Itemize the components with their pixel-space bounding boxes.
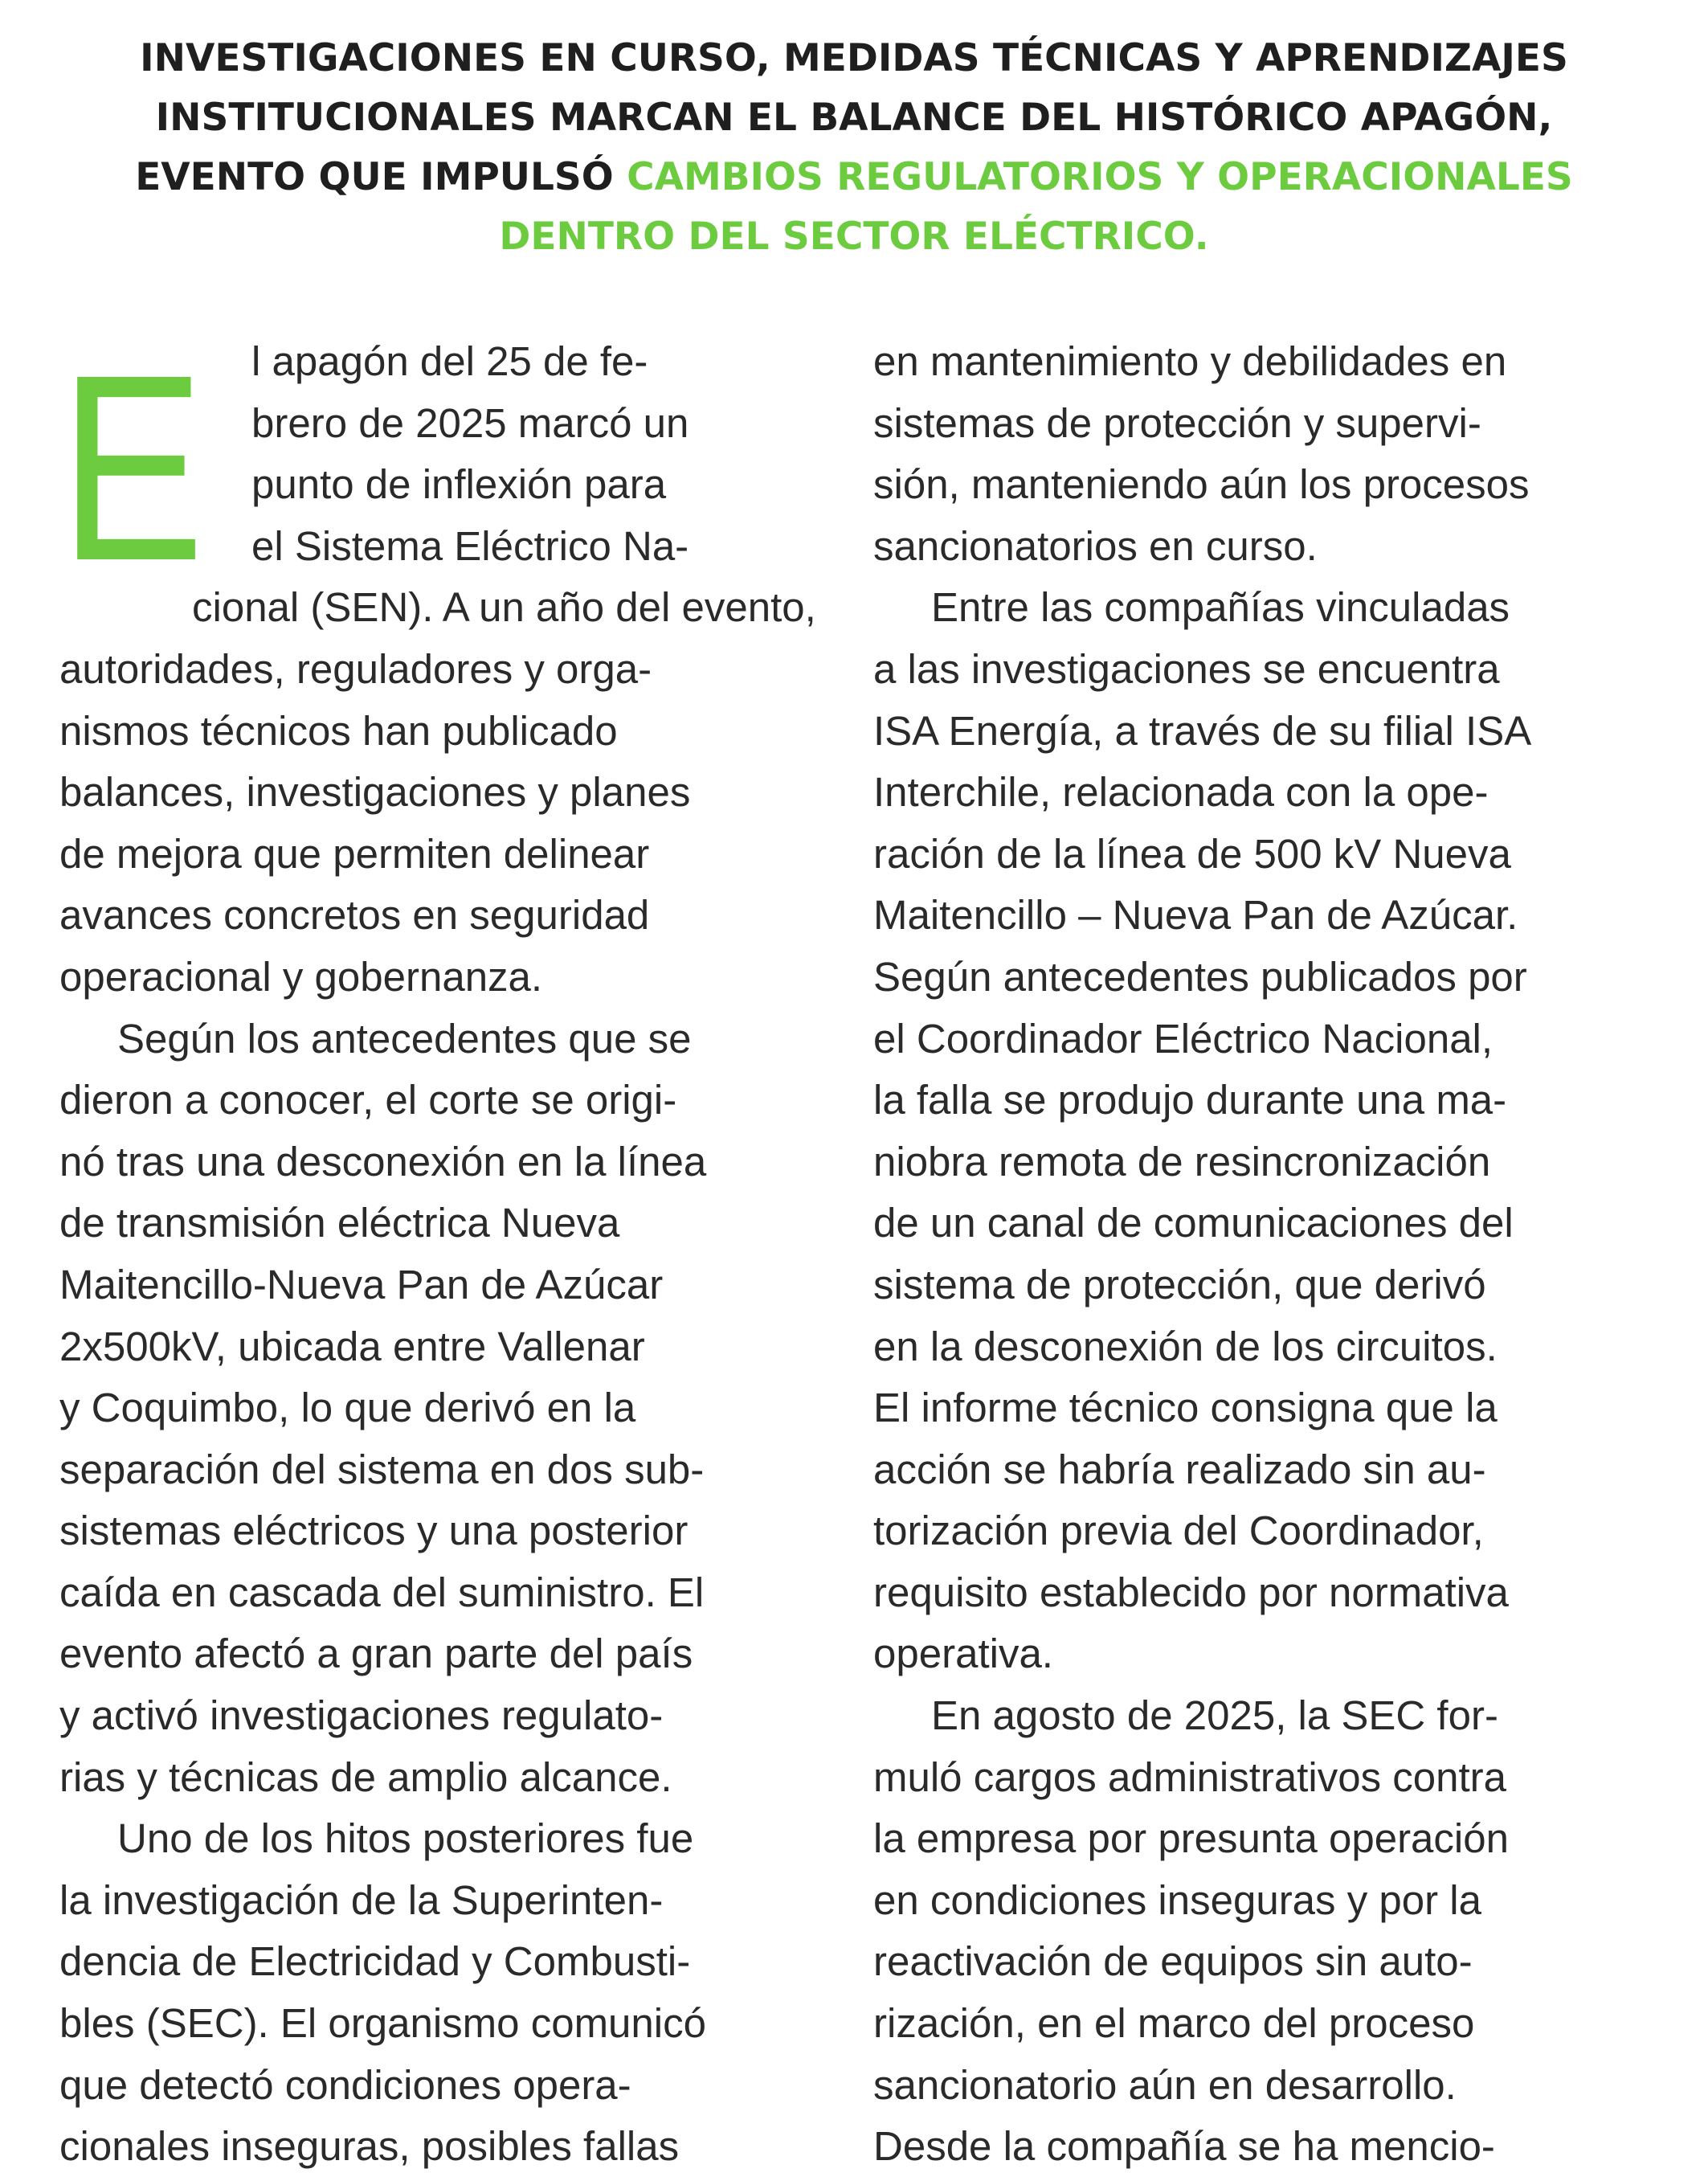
text-line: Entre las compañías vinculadas [931,584,1510,631]
deck-line-4-accent: DENTRO DEL SECTOR ELÉCTRICO. [499,215,1209,259]
text-line: brero de 2025 marcó un [251,399,689,446]
text-line: en condiciones inseguras y por la [873,1876,1481,1923]
text-line: El informe técnico consigna que la [873,1385,1498,1431]
text-line: Desde la compañía se ha mencio- [873,2123,1495,2170]
text-line: la investigación de la Superinten- [59,1876,664,1923]
text-line: nó tras una desconexión en la línea [59,1138,707,1185]
text-line: ISA Energía, a través de su filial ISA [873,707,1532,754]
text-line: acción se habría realizado sin au- [873,1446,1486,1492]
text-line: separación del sistema en dos sub- [59,1446,705,1492]
text-line: bles (SEC). El organismo comunicó [59,2000,706,2047]
text-line: ración de la línea de 500 kV Nueva [873,830,1511,877]
text-line: avances concretos en seguridad [59,892,650,939]
text-line: la falla se produjo durante una ma- [873,1077,1507,1123]
text-line: Interchile, relacionada con la ope- [873,769,1489,816]
text-line: el Coordinador Eléctrico Nacional, [873,1015,1493,1062]
text-line: cionales inseguras, posibles fallas [59,2123,680,2170]
text-line: torización previa del Coordinador, [873,1508,1484,1554]
text-line: autoridades, reguladores y orga- [59,645,652,692]
text-line: en mantenimiento y debilidades en [873,338,1507,384]
deck-line-2: INSTITUCIONALES MARCAN EL BALANCE DEL HISTÓRICO APAGÓN, [155,96,1553,140]
text-line: niobra remota de resincronización [873,1138,1491,1185]
text-line: de un canal de comunicaciones del [873,1200,1514,1246]
right-column [873,331,1677,2178]
text-line: sistema de protección, que derivó [873,1261,1486,1307]
text-line: sistemas eléctricos y una posterior [59,1508,689,1554]
text-line: sistemas de protección y supervi- [873,399,1481,446]
paragraph-continued [873,331,1677,577]
text-line: dieron a conocer, el corte se origi- [59,1077,677,1123]
text-line: reactivación de equipos sin auto- [873,1938,1473,1985]
text-line: sancionatorios en curso. [873,522,1318,569]
deck-line-3-accent: CAMBIOS REGULATORIOS Y OPERACIONALES [627,155,1573,199]
text-line: dencia de Electricidad y Combusti- [59,1938,691,1985]
text-line: requisito establecido por normativa [873,1569,1509,1615]
text-line: Uno de los hitos posteriores fue [117,1815,694,1862]
text-line: Según los antecedentes que se [117,1015,692,1062]
deck-line-3-dark: EVENTO QUE IMPULSÓ [135,155,627,199]
text-line: y activó investigaciones regulato- [59,1692,664,1739]
paragraph-2 [59,1009,863,1809]
text-line: l apagón del 25 de fe- [251,338,648,384]
left-column [59,319,863,2178]
text-line: Maitencillo – Nueva Pan de Azúcar. [873,892,1518,939]
drop-cap-letter: E [59,319,205,616]
text-line: sancionatorio aún en desarrollo. [873,2061,1457,2108]
text-line: rización, en el marco del proceso [873,2000,1475,2047]
text-line: Maitencillo-Nueva Pan de Azúcar [59,1261,664,1307]
deck-line-3 [48,148,1660,207]
text-line: y Coquimbo, lo que derivó en la [59,1385,636,1431]
article-deck [48,29,1660,267]
text-line: rias y técnicas de amplio alcance. [59,1753,672,1800]
text-line: balances, investigaciones y planes [59,769,691,816]
text-line: de mejora que permiten delinear [59,830,650,877]
text-line: evento afectó a gran parte del país [59,1631,693,1677]
paragraph-1 [59,577,863,1008]
text-line: En agosto de 2025, la SEC for- [931,1692,1498,1739]
text-line: cional (SEN). A un año del evento, [192,584,816,631]
text-line: caída en cascada del suministro. El [59,1569,705,1615]
paragraph-4 [873,577,1677,1685]
text-line: punto de inflexión para [251,461,667,508]
text-line: sión, manteniendo aún los procesos [873,461,1530,508]
text-line: de transmisión eléctrica Nueva [59,1200,620,1246]
drop-cap [59,319,205,616]
text-line: operativa. [873,1631,1053,1677]
paragraph-3 [59,1808,863,2178]
text-line: a las investigaciones se encuentra [873,645,1500,692]
paragraph-5 [873,1685,1677,2178]
text-line: muló cargos administrativos contra [873,1753,1506,1800]
text-line: que detectó condiciones opera- [59,2061,631,2108]
text-line: Según antecedentes publicados por [873,953,1527,1000]
text-line: la empresa por presunta operación [873,1815,1509,1862]
text-line: nismos técnicos han publicado [59,707,618,754]
text-line: 2x500kV, ubicada entre Vallenar [59,1323,645,1369]
text-line: en la desconexión de los circuitos. [873,1323,1498,1369]
text-line: operacional y gobernanza. [59,953,543,1000]
deck-line-1: INVESTIGACIONES EN CURSO, MEDIDAS TÉCNICAS Y APRENDIZAJES [140,36,1568,80]
text-line: el Sistema Eléctrico Na- [251,522,689,569]
